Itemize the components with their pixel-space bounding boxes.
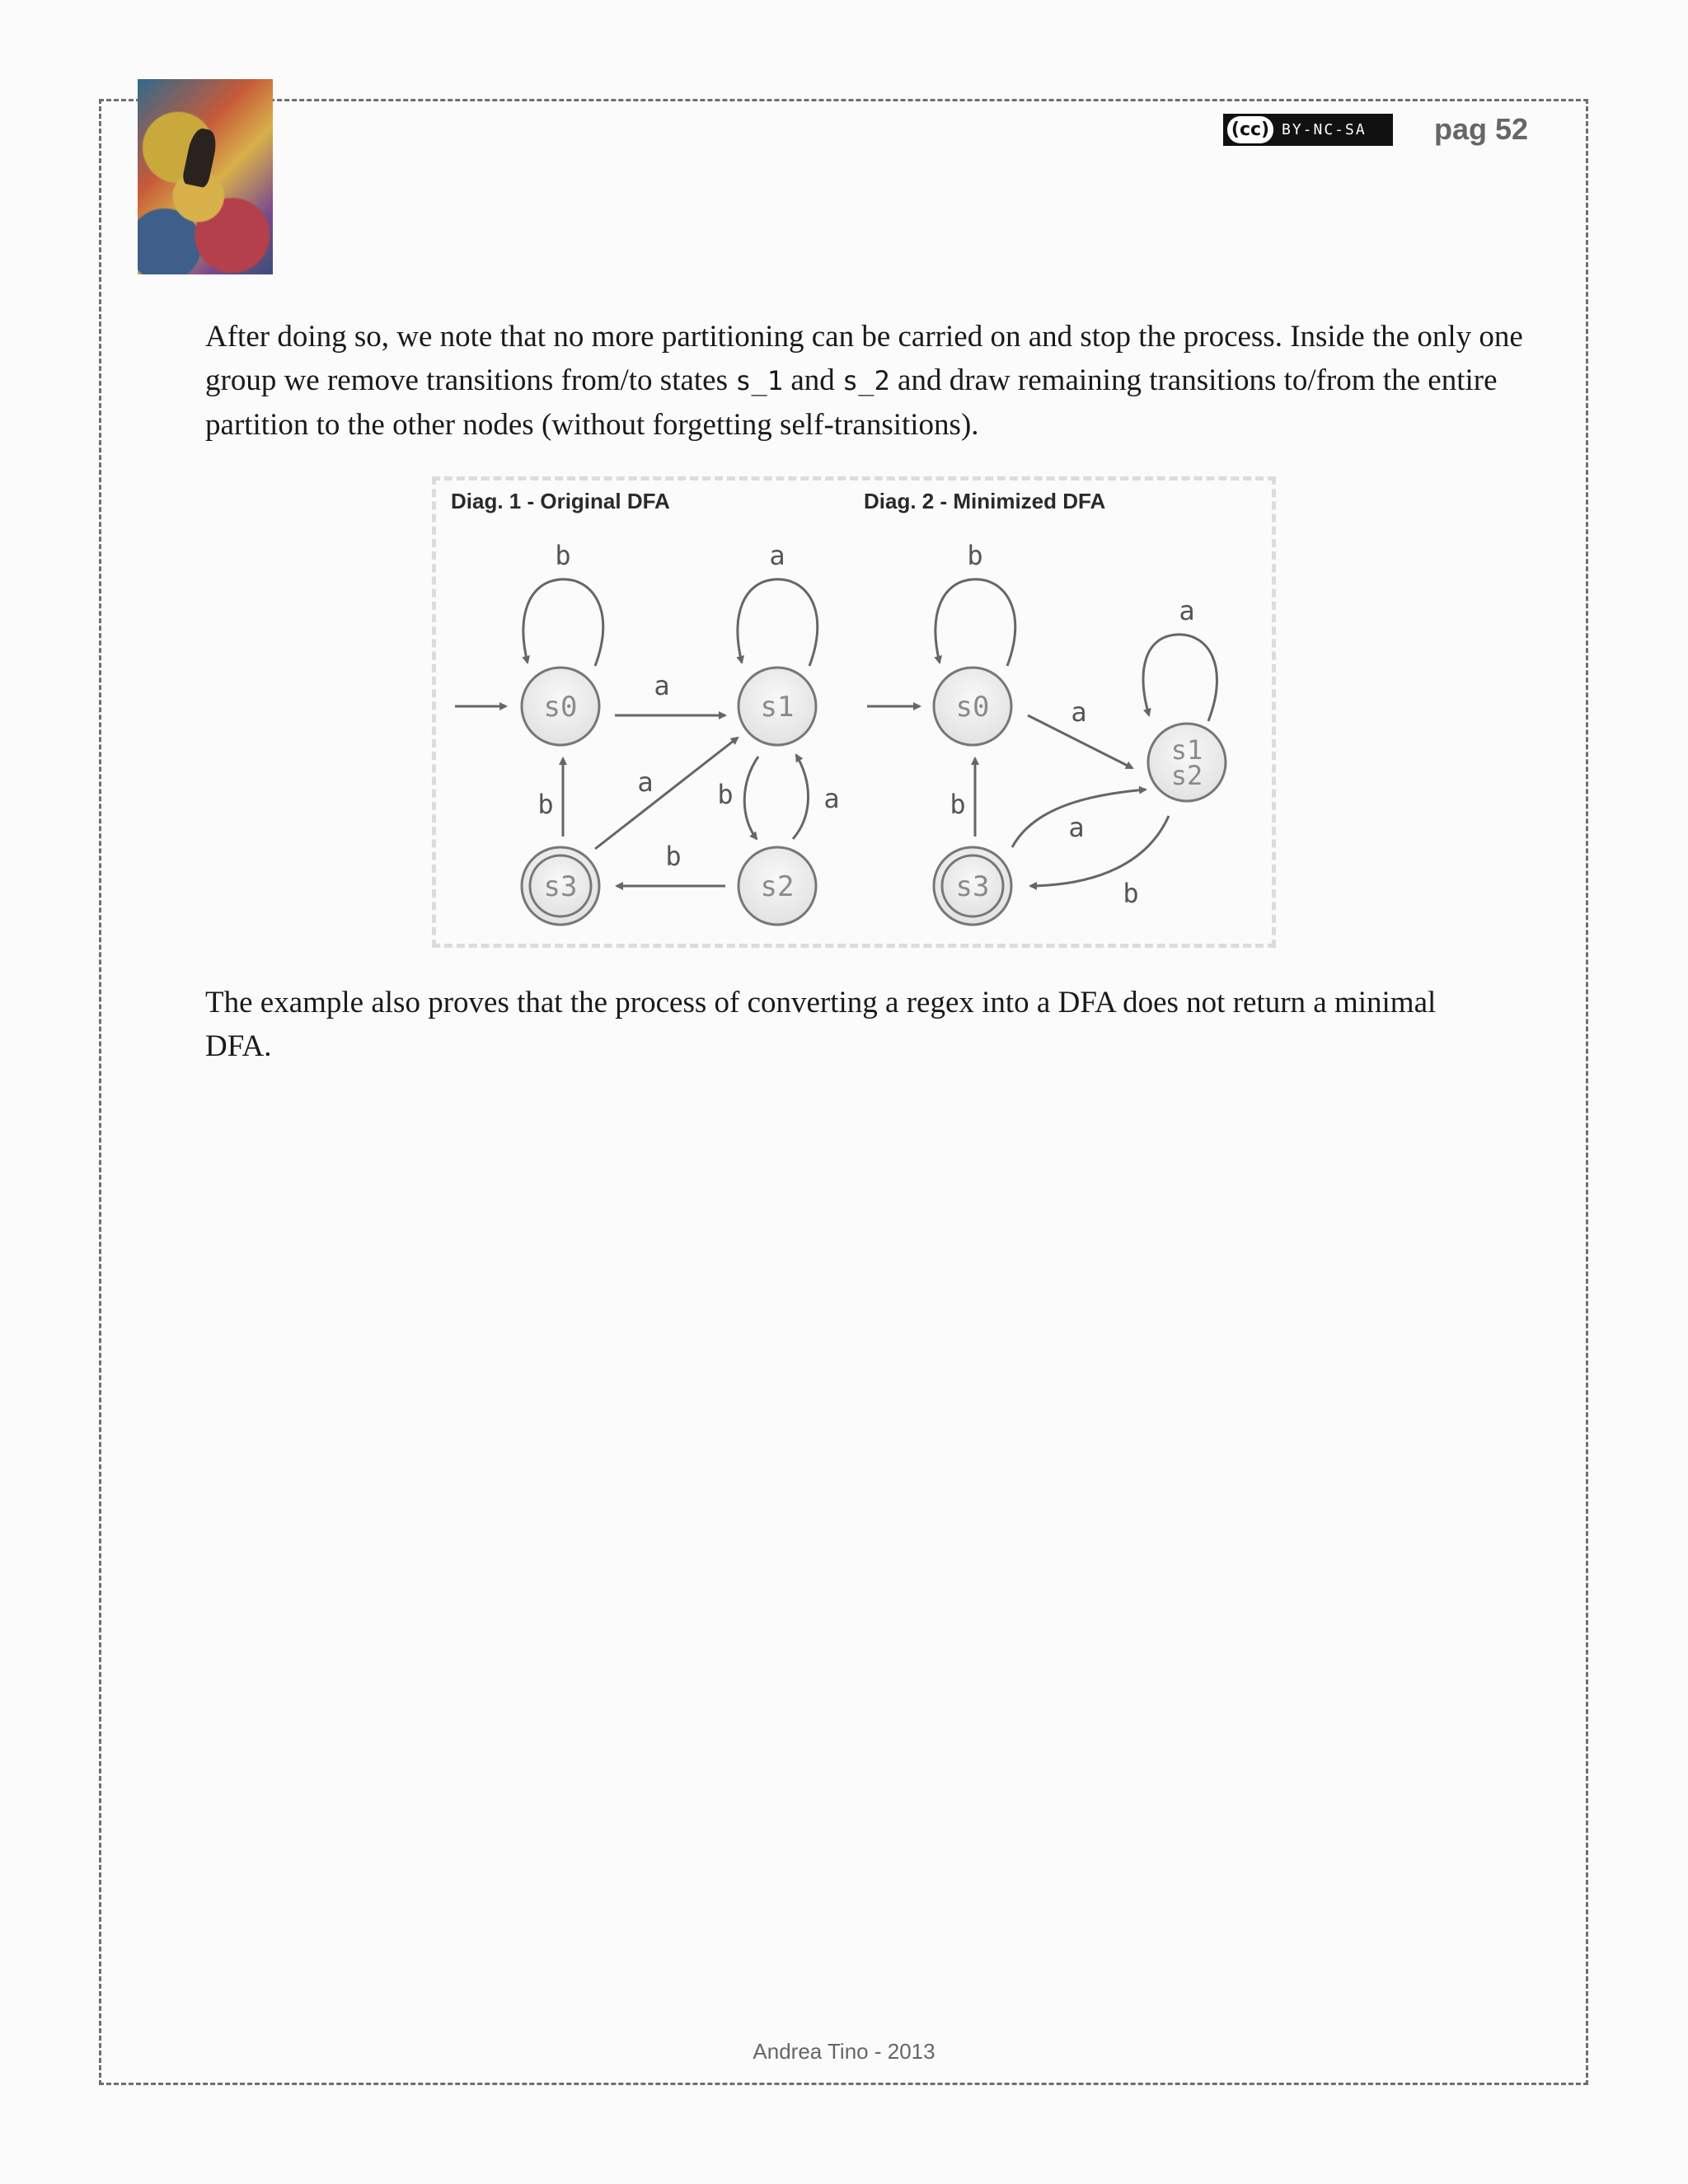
edge-label: b bbox=[665, 841, 682, 872]
paragraph-conclusion: The example also proves that the process of converting a regex into a DFA does not return a minimal DFA. bbox=[205, 986, 1437, 1063]
state-label: s0 bbox=[955, 691, 990, 724]
edge-label: a bbox=[1068, 812, 1085, 843]
diagram2-title: Diag. 2 - Minimized DFA bbox=[864, 489, 1106, 513]
loop-s0-d2 bbox=[935, 579, 1015, 666]
edge-label: a bbox=[654, 670, 670, 701]
text-span: and draw remaining transitions to/from the entire partition to the other nodes (without forgetting self-transitions). bbox=[205, 363, 1498, 442]
loop-s0-d1 bbox=[523, 579, 603, 666]
state-label: s2 bbox=[1170, 760, 1203, 791]
edge-s12-s3-d2 bbox=[1030, 816, 1169, 886]
edge-label: b bbox=[717, 779, 734, 810]
inline-code-s1: s_1 bbox=[735, 365, 784, 396]
edge-label: b bbox=[950, 789, 966, 820]
text-span: After doing so, we note that no more partitioning can be carried on and stop the process. Inside the only one group we remove transitions from/to states bbox=[205, 320, 1523, 397]
edge-label: b bbox=[555, 540, 571, 571]
edge-label: a bbox=[823, 783, 840, 814]
state-label: s2 bbox=[760, 870, 795, 903]
state-label: s3 bbox=[543, 870, 578, 903]
state-label: s0 bbox=[543, 691, 578, 724]
edge-label: a bbox=[637, 766, 654, 798]
edge-label: b bbox=[967, 540, 983, 571]
edge-label: a bbox=[1179, 595, 1195, 626]
footer-author: Andrea Tino - 2013 bbox=[753, 2039, 935, 2064]
edge-label: b bbox=[1123, 878, 1139, 909]
edge-label: b bbox=[537, 789, 554, 820]
inline-code-s2: s_2 bbox=[842, 365, 890, 396]
state-label: s1 bbox=[760, 691, 795, 724]
text-span: and bbox=[783, 363, 842, 397]
state-label: s1 bbox=[1170, 734, 1203, 766]
loop-s1-d1 bbox=[738, 579, 818, 666]
page-number: pag 52 bbox=[1434, 112, 1529, 146]
diagram1-title: Diag. 1 - Original DFA bbox=[451, 489, 670, 513]
edge-s3-s1-d1 bbox=[595, 738, 738, 849]
license-text: BY-NC-SA bbox=[1282, 121, 1367, 138]
loop-s12-d2 bbox=[1143, 635, 1217, 721]
edge-label: a bbox=[769, 540, 785, 571]
state-label: s3 bbox=[955, 870, 990, 903]
edge-s1-s2-d1 bbox=[744, 757, 758, 839]
cc-icon: (cc) bbox=[1227, 116, 1273, 143]
edge-s2-s1-d1 bbox=[793, 755, 809, 839]
edge-label: a bbox=[1071, 696, 1087, 728]
